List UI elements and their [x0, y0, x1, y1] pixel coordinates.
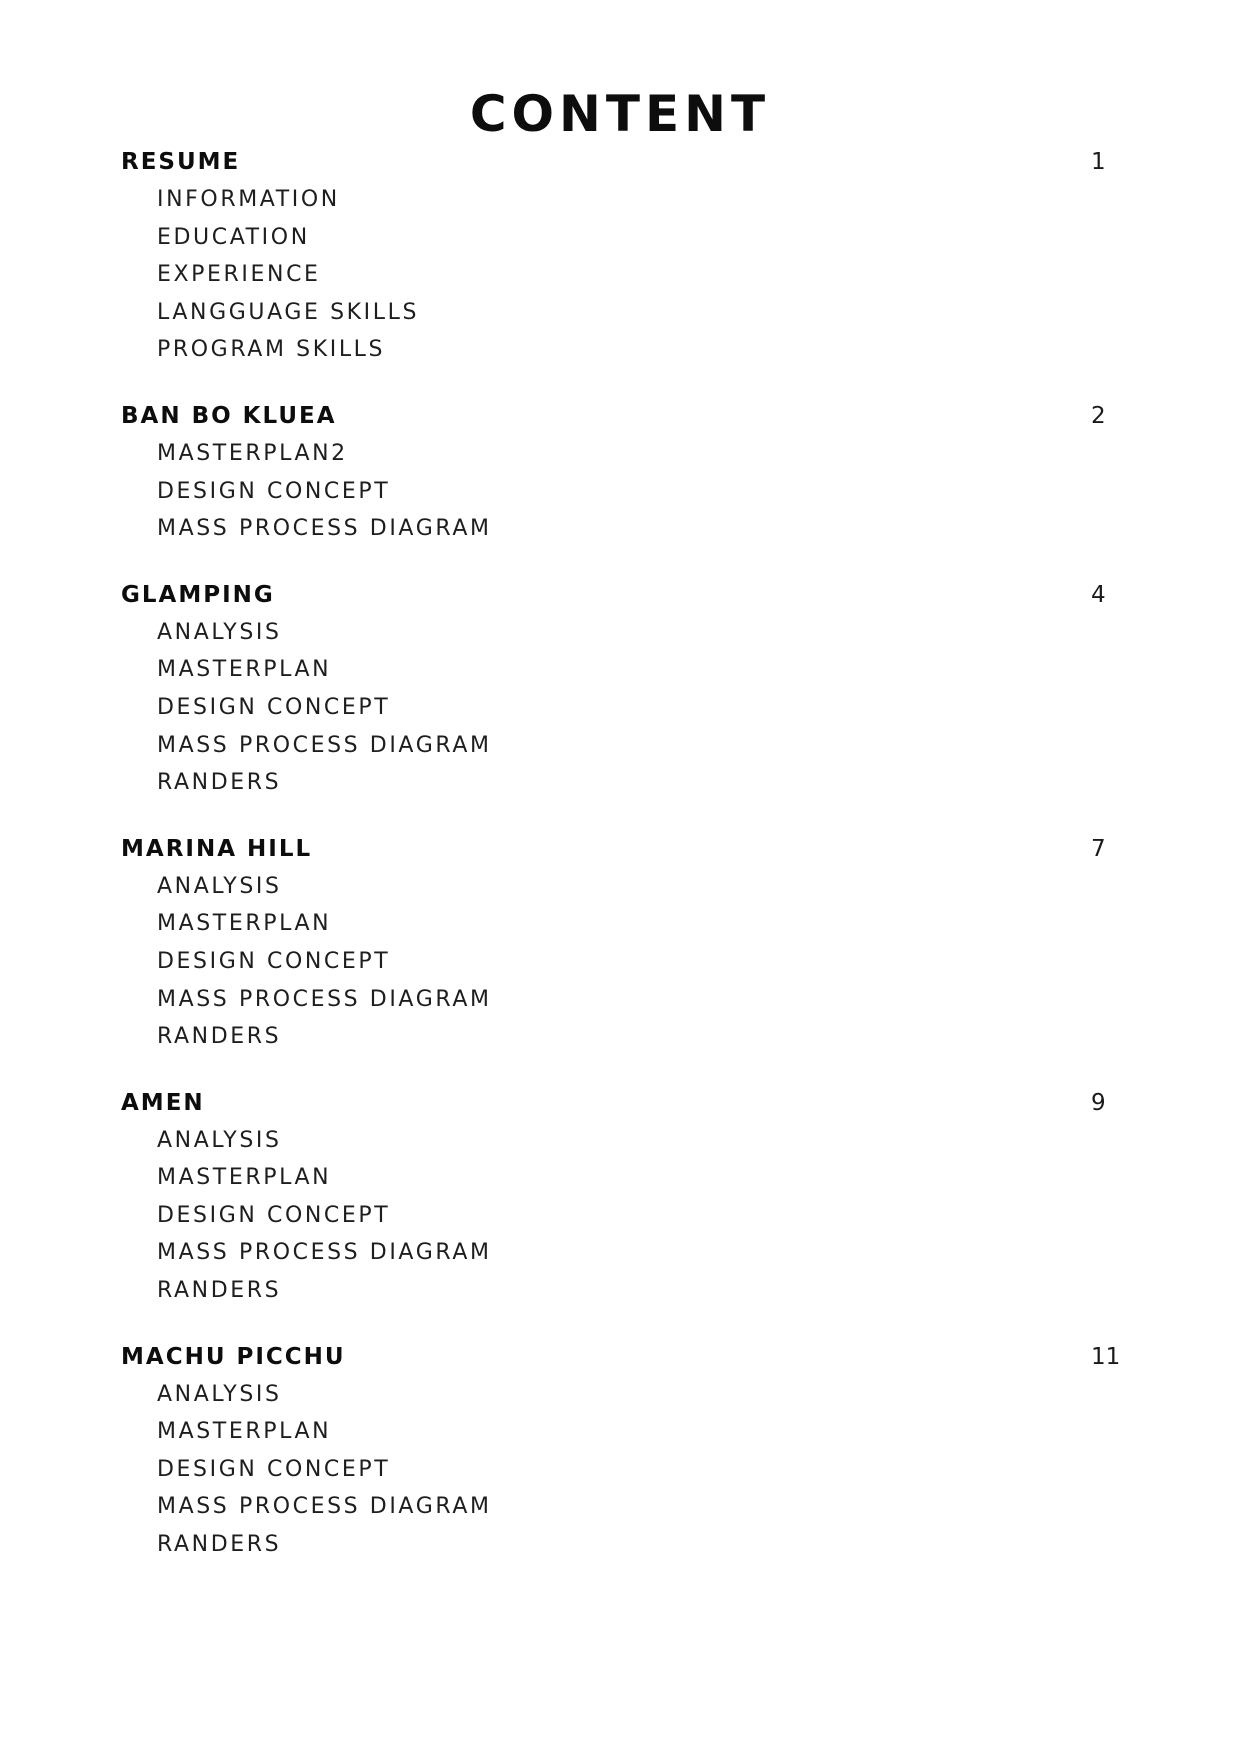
- toc-section-resume: [121, 143, 1131, 369]
- list-item: MASTERPLAN: [157, 1165, 332, 1191]
- list-item: MASS PROCESS DIAGRAM: [157, 516, 492, 542]
- section-title: BAN BO KLUEA: [121, 402, 337, 429]
- section-title: MARINA HILL: [121, 835, 313, 862]
- list-item: INFORMATION: [157, 187, 340, 212]
- list-item: ANALYSIS: [157, 619, 282, 645]
- section-subitems: [121, 614, 1131, 802]
- list-item: DESIGN CONCEPT: [157, 948, 391, 974]
- list-item: DESIGN CONCEPT: [157, 1456, 391, 1482]
- section-title: GLAMPING: [121, 581, 275, 608]
- section-subitems: [121, 181, 1131, 369]
- toc-section-marina-hill: [121, 830, 1131, 1056]
- page-title: CONTENT: [469, 84, 771, 143]
- toc-section-glamping: [121, 576, 1131, 802]
- table-of-contents: [121, 143, 1131, 1592]
- section-heading: [121, 397, 1131, 435]
- list-item: RANDERS: [157, 1532, 282, 1558]
- list-item: ANALYSIS: [157, 1127, 282, 1153]
- section-subitems: [121, 435, 1131, 548]
- toc-section-ban-bo-kluea: [121, 397, 1131, 548]
- section-title: RESUME: [121, 149, 241, 175]
- list-item: ANALYSIS: [157, 873, 282, 899]
- list-item: MASS PROCESS DIAGRAM: [157, 732, 492, 758]
- list-item: DESIGN CONCEPT: [157, 478, 391, 504]
- list-item: MASS PROCESS DIAGRAM: [157, 1240, 492, 1266]
- section-heading: [121, 1084, 1131, 1122]
- section-heading: [121, 830, 1131, 868]
- list-item: ANALYSIS: [157, 1381, 282, 1407]
- list-item: MASTERPLAN2: [157, 440, 348, 466]
- section-heading: [121, 1338, 1131, 1376]
- list-item: MASTERPLAN: [157, 657, 332, 683]
- list-item: PROGRAM SKILLS: [157, 337, 386, 363]
- list-item: EXPERIENCE: [157, 262, 321, 288]
- section-page-number: 4: [1091, 581, 1106, 608]
- list-item: MASTERPLAN: [157, 1419, 332, 1445]
- list-item: RANDERS: [157, 770, 282, 796]
- list-item: DESIGN CONCEPT: [157, 1202, 391, 1228]
- list-item: MASS PROCESS DIAGRAM: [157, 1494, 492, 1520]
- section-title: AMEN: [121, 1089, 205, 1116]
- section-subitems: [121, 1122, 1131, 1310]
- list-item: RANDERS: [157, 1024, 282, 1050]
- list-item: LANGGUAGE SKILLS: [157, 299, 420, 325]
- list-item: DESIGN CONCEPT: [157, 694, 391, 720]
- list-item: EDUCATION: [157, 224, 310, 250]
- list-item: MASS PROCESS DIAGRAM: [157, 986, 492, 1012]
- section-heading: [121, 576, 1131, 614]
- toc-section-amen: [121, 1084, 1131, 1310]
- section-page-number: 1: [1091, 149, 1106, 175]
- list-item: RANDERS: [157, 1278, 282, 1304]
- list-item: MASTERPLAN: [157, 911, 332, 937]
- section-subitems: [121, 868, 1131, 1056]
- toc-section-machu-picchu: [121, 1338, 1131, 1564]
- section-subitems: [121, 1376, 1131, 1564]
- section-page-number: 11: [1091, 1343, 1121, 1370]
- section-heading: [121, 143, 1131, 181]
- section-title: MACHU PICCHU: [121, 1343, 346, 1370]
- section-page-number: 9: [1091, 1089, 1106, 1116]
- section-page-number: 2: [1091, 402, 1106, 429]
- section-page-number: 7: [1091, 835, 1106, 862]
